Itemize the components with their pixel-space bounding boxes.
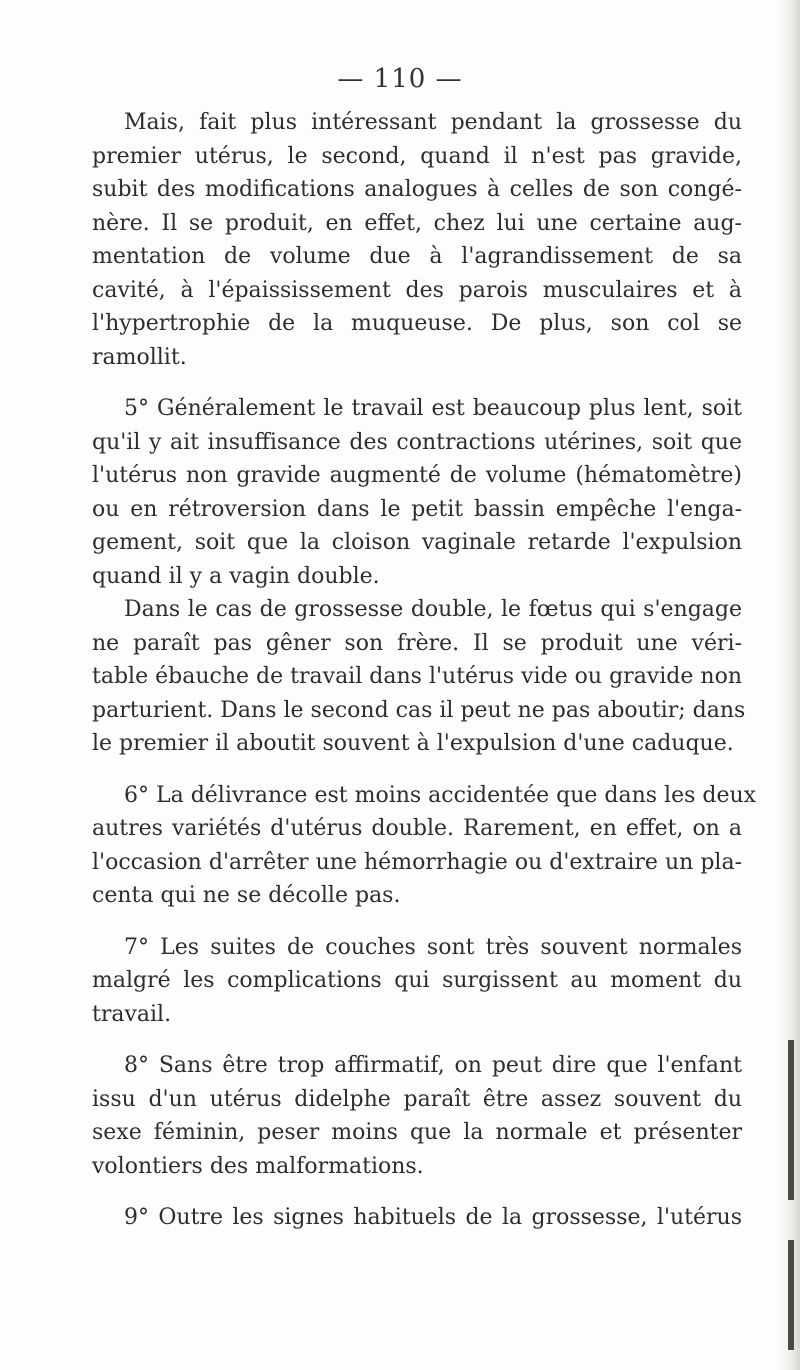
text-line: autres variétés d'utérus double. Rarement, en effet, on a — [92, 816, 742, 841]
text-line: premier utérus, le second, quand il n'est pas gravide, — [92, 143, 742, 169]
text-line: volontiers des malformations. — [92, 1153, 424, 1179]
paragraph-gap — [92, 761, 742, 779]
text-line: ne paraît pas gêner son frère. Il se produit une véri- — [92, 630, 742, 656]
paragraph-point-6 — [92, 779, 757, 913]
page-number: — 110 — — [337, 64, 463, 94]
text-line: ou en rétroversion dans le petit bassin empêche l'enga- — [92, 496, 742, 522]
page-edge-mark — [788, 1240, 794, 1350]
text-line: 7° Les suites de couches sont très souvent normales — [124, 934, 742, 960]
text-line: subit des modifications analogues à celles de son congé- — [92, 177, 742, 202]
paragraph-gap — [92, 913, 742, 931]
paragraph-gap — [92, 1183, 742, 1201]
text-line: 9° Outre les signes habituels de la grossesse, l'utérus — [124, 1205, 742, 1230]
paragraph-gap — [92, 1031, 742, 1049]
text-line: sexe féminin, peser moins que la normale et présenter — [92, 1120, 742, 1145]
text-line: l'utérus non gravide augmenté de volume (hématomètre) — [92, 463, 742, 488]
paragraph-point-7 — [92, 931, 742, 1032]
text-line: table ébauche de travail dans l'utérus vide ou gravide non — [92, 664, 742, 689]
paragraph-twin-pregnancy — [92, 593, 746, 761]
text-line: mentation de volume due à l'agrandissement de sa — [92, 244, 742, 269]
text-line: parturient. Dans le second cas il peut ne pas aboutir; dans — [92, 697, 746, 723]
text-line: ramollit. — [92, 344, 187, 370]
text-line: le premier il aboutit souvent à l'expulsion d'une caduque. — [92, 731, 734, 756]
text-line: travail. — [92, 1001, 172, 1027]
text-line: Mais, fait plus intéressant pendant la grossesse du — [124, 110, 742, 135]
text-line: centa qui ne se décolle pas. — [92, 883, 401, 908]
body-text — [92, 106, 757, 1235]
text-line: qu'il y ait insuffisance des contractions utérines, soit que — [92, 429, 742, 455]
text-line: 8° Sans être trop affirmatif, on peut dire que l'enfant — [124, 1053, 742, 1078]
text-line: quand il y a vagin double. — [92, 563, 380, 589]
text-line: malgré les complications qui surgissent au moment du — [92, 968, 742, 993]
text-line: l'hypertrophie de la muqueuse. De plus, son col se — [92, 311, 742, 336]
text-line: issu d'un utérus didelphe paraît être assez souvent du — [92, 1086, 742, 1112]
paragraph-point-9 — [92, 1201, 742, 1235]
text-line: Dans le cas de grossesse double, le fœtus qui s'engage — [124, 597, 742, 622]
paragraph-gap — [92, 374, 742, 392]
paragraph-point-5 — [92, 392, 742, 593]
text-line: 5° Généralement le travail est beaucoup plus lent, soit — [124, 396, 742, 421]
text-line: gement, soit que la cloison vaginale retarde l'expulsion — [92, 530, 742, 555]
paragraph-pregnancy-effects — [92, 106, 742, 374]
paragraph-point-8 — [92, 1049, 742, 1183]
text-line: cavité, à l'épaississement des parois musculaires et à — [92, 277, 742, 303]
text-line: nère. Il se produit, en effet, chez lui une certaine aug- — [92, 210, 742, 236]
page-edge-mark — [788, 1040, 794, 1200]
text-line: l'occasion d'arrêter une hémorrhagie ou d'extraire un pla- — [92, 849, 742, 875]
text-line: 6° La délivrance est moins accidentée que dans les deux — [124, 782, 757, 808]
